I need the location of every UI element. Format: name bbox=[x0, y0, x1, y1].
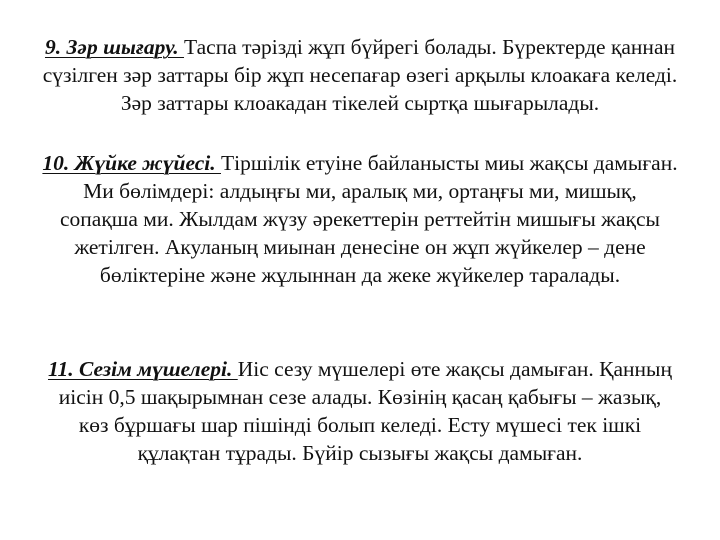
section-nervous-heading: 10. Жүйке жүйесі. bbox=[42, 151, 221, 175]
section-sense-line-3: көз бұршағы шар пішінді болып келеді. Есту мүшесі тек ішкі bbox=[78, 413, 642, 437]
section-nervous-line-3: сопақша ми. Жылдам жүзу әрекеттерін реттейтін мишығы жақсы bbox=[60, 207, 660, 231]
section-sense-organs bbox=[4, 355, 716, 467]
section-sense-line-1: 11. Сезім мүшелері. Иіс сезу мүшелері өте жақсы дамыған. Қанның bbox=[47, 357, 673, 381]
section-excretion-line-2: сүзілген зәр заттары бір жұп несепағар өзегі арқылы клоакаға келеді. bbox=[42, 63, 678, 87]
section-nervous-line-1: 10. Жүйке жүйесі. Тіршілік етуіне байланысты миы жақсы дамыған. bbox=[42, 151, 678, 175]
section-nervous-line-5: бөліктеріне және жұлыннан да жеке жүйкелер таралады. bbox=[99, 263, 621, 287]
section-sense-heading: 11. Сезім мүшелері. bbox=[47, 357, 238, 381]
section-excretion bbox=[4, 33, 716, 117]
section-sense-line-4: құлақтан тұрады. Бүйір сызығы жақсы дамыған. bbox=[137, 441, 583, 465]
section-excretion-heading: 9. Зәр шығару. bbox=[44, 35, 185, 59]
section-excretion-line-1: 9. Зәр шығару. Таспа тәрізді жұп бүйрегі болады. Бүректерде қаннан bbox=[44, 35, 675, 59]
section-nervous-line-4: жетілген. Акуланың миынан денесіне он жұп жүйкелер – дене bbox=[74, 235, 646, 259]
section-nervous-system bbox=[4, 149, 716, 289]
section-sense-line-2: иісін 0,5 шақырымнан сезе алады. Көзінің қасаң қабығы – жазық, bbox=[58, 385, 662, 409]
section-nervous-line-2: Ми бөлімдері: алдыңғы ми, аралық ми, ортаңғы ми, мишық, bbox=[83, 179, 637, 203]
section-excretion-line-3: Зәр заттары клоакадан тікелей сыртқа шығарылады. bbox=[120, 91, 600, 115]
